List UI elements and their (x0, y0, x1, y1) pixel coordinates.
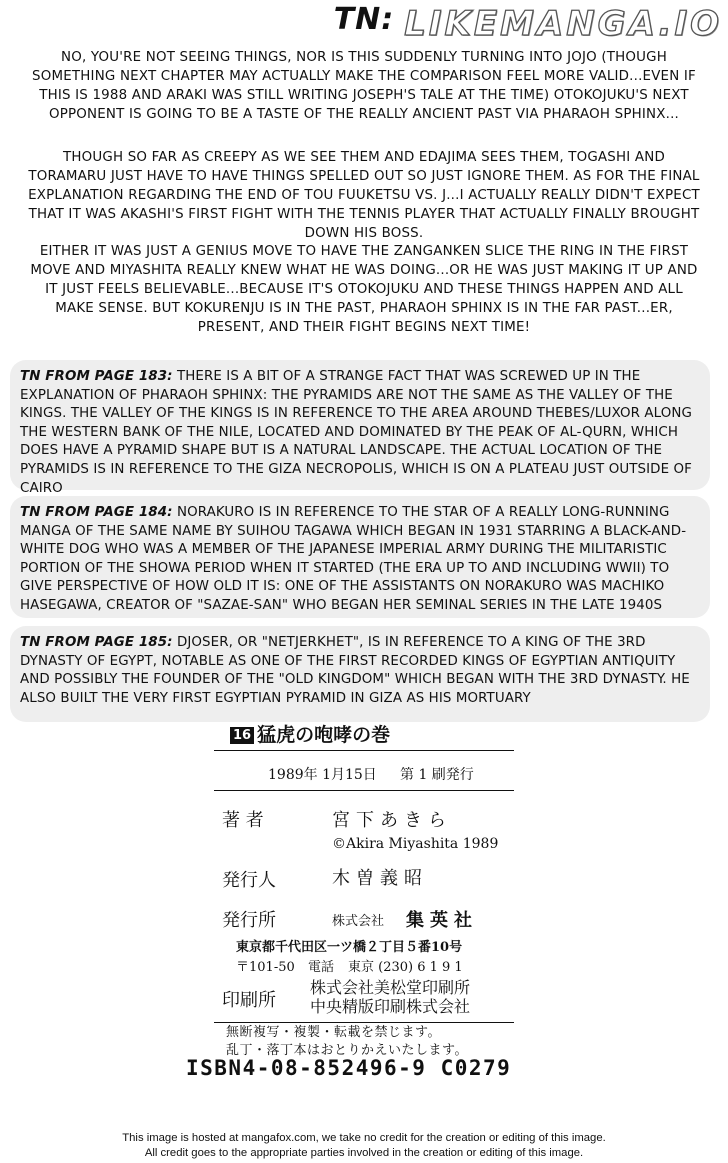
note-label: TN FROM PAGE 184: (20, 505, 173, 520)
note-text: NORAKURO IS IN REFERENCE TO THE STAR OF A REALLY LONG-RUNNING MANGA OF THE SAME NAME BY SUIHOU TAGAWA WHICH BEGAN IN 1931 STARRING A BLACK-AND-WHITE DOG WHO WAS A MEMBER OF THE JAPANESE IMPERIAL ARMY DURING THE MILITARISTIC PORTION OF THE SHOWA PERIOD WHEN IT STARTED (THE ERA UP TO AND INCLUDING WWII) TO GIVE PERSPECTIVE OF HOW OLD IT IS: ONE OF THE ASSISTANTS ON NORAKURO WAS MACHIKO HASEGAWA, CREATOR OF "SAZAE-SAN" WHO BEGAN HER SEMINAL SERIES IN THE LATE 1940S (20, 505, 687, 613)
note-label: TN FROM PAGE 185: (20, 635, 173, 650)
credit-disclaimer: All credit goes to the appropriate parties involved in the creation or editing of this image. (144, 1147, 584, 1159)
note-text: DJOSER, OR "NETJERKHET", IS IN REFERENCE TO A KING OF THE 3RD DYNASTY OF EGYPT, NOTABLE AS ONE OF THE FIRST RECORDED KINGS OF EGYPTIAN ANTIQUITY AND POSSIBLY THE FOUNDER OF THE "OLD KINGDOM" WHICH BEGAN WITH THE 3RD DYNASTY. HE ALSO BUILT THE VERY FIRST EGYPTIAN PYRAMID IN GIZA AS HIS MORTUARY (20, 635, 690, 706)
hosting-disclaimer: This image is hosted at mangafox.com, we take no credit for the creation or editing of this image. (122, 1132, 606, 1144)
publication-date: 1989年 1月15日 (268, 767, 377, 783)
publisher-label: 発行所 (222, 910, 276, 931)
printer-name: 株式会社美松堂印刷所 (310, 978, 471, 997)
publisher-person-label: 発行人 (222, 870, 276, 891)
copy-prohibition-notice: 無断複写・複製・転載を禁じます。 (226, 1025, 441, 1040)
intro-paragraph: THOUGH SO FAR AS CREEPY AS WE SEE THEM AND EDAJIMA SEES THEM, TOGASHI AND TORAMARU JUST HAVE TO HAVE THINGS SPELLED OUT SO JUST IGNORE THEM. AS FOR THE FINAL EXPLANATION REGARDING THE END OF TOU FUUKETSU VS. J...I ACTUALLY REALLY DIDN'T EXPECT THAT IT WAS AKASHI'S FIRST FIGHT WITH THE TENNIS PLAYER THAT ACTUALLY FINALLY BROUGHT DOWN HIS BOSS. (28, 150, 700, 241)
divider (214, 790, 514, 791)
book-title (230, 720, 390, 747)
replacement-notice: 乱丁・落丁本はおとりかえいたします。 (226, 1043, 468, 1058)
note-text: THERE IS A BIT OF A STRANGE FACT THAT WAS SCREWED UP IN THE EXPLANATION OF PHARAOH SPHINX: THE PYRAMIDS ARE NOT THE SAME AS THE VALLEY OF THE KINGS. THE VALLEY OF THE KINGS IS IN REFERENCE TO THE AREA AROUND THEBES/LUXOR ALONG THE WESTERN BANK OF THE NILE, LOCATED AND DOMINATED BY THE PEAK OF AL-QURN, WHICH DOES HAVE A PYRAMID SHAPE BUT IS A NATURAL LANDSCAPE. THE ACTUAL LOCATION OF THE PYRAMIDS IS IN REFERENCE TO THE GIZA NECROPOLIS, WHICH IS ON A PLATEAU JUST OUTSIDE OF CAIRO (20, 369, 692, 496)
title-text: 猛虎の咆哮の巻 (257, 724, 391, 746)
printer-label: 印刷所 (222, 990, 276, 1011)
translator-note (10, 360, 710, 496)
note-label: TN FROM PAGE 183: (20, 369, 173, 384)
phone-label: 電話 (308, 960, 335, 975)
divider (214, 750, 514, 751)
intro-paragraph: NO, YOU'RE NOT SEEING THINGS, NOR IS THIS SUDDENLY TURNING INTO JOJO (THOUGH SOMETHING NEXT CHAPTER MAY ACTUALLY MAKE THE COMPARISON FEEL MORE VALID...EVEN IF THIS IS 1988 AND ARAKI WAS STILL WRITING JOSEPH'S TALE AT THE TIME) OTOKOJUKU'S NEXT OPPONENT IS GOING TO BE A TASTE OF THE REALLY ANCIENT PAST VIA PHARAOH SPHINX... (32, 50, 696, 122)
publisher-type: 株式会社 (332, 914, 385, 929)
printing-edition: 第 1 刷発行 (400, 767, 474, 783)
copyright-line: ©Akira Miyashita 1989 (332, 836, 499, 852)
postal-code: 〒101-50 (236, 960, 295, 975)
site-watermark: LIKEMANGA.IO (404, 4, 722, 44)
volume-badge: 16 (230, 727, 254, 744)
isbn-code: ISBN4-08-852496-9 C0279 (186, 1056, 512, 1080)
tn-heading: TN: (333, 2, 395, 37)
translator-note (10, 626, 710, 722)
publisher-person: 木曽義昭 (332, 868, 428, 889)
publisher-address: 東京都千代田区一ツ橋２丁目５番10号 (236, 940, 463, 955)
publisher-name: 集英社 (406, 910, 478, 931)
author-name: 宮下あきら (332, 810, 452, 831)
phone-number: 東京 (230) 6 1 9 1 (348, 960, 463, 975)
author-label: 著 者 (222, 810, 264, 831)
translator-note (10, 496, 710, 618)
printer-name: 中央精版印刷株式会社 (310, 997, 471, 1016)
intro-paragraph: EITHER IT WAS JUST A GENIUS MOVE TO HAVE THE ZANGANKEN SLICE THE RING IN THE FIRST MOVE AND MIYASHITA REALLY KNEW WHAT HE WAS DOING...OR HE WAS JUST MAKING IT UP AND IT JUST FEELS BELIEVABLE...BECAUSE IT'S OTOKOJUKU AND THESE THINGS HAPPEN AND ALL MAKE SENSE. BUT KOKURENJU IS IN THE PAST, PHARAOH SPHINX IS IN THE FAR PAST...ER, PRESENT, AND THEIR FIGHT BEGINS NEXT TIME! (30, 244, 698, 335)
